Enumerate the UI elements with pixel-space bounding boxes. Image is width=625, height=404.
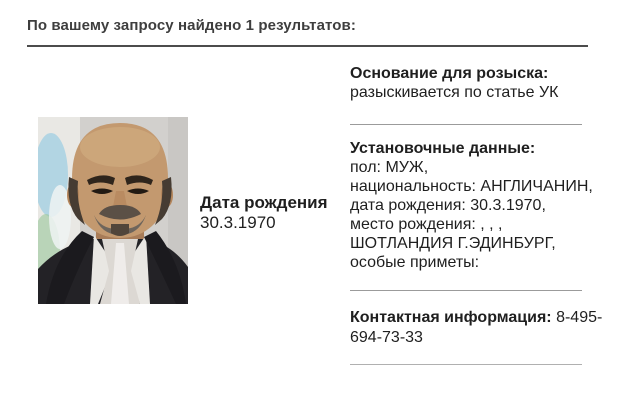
header-divider bbox=[27, 45, 588, 47]
ident-birth-place: место рождения: , , , bbox=[350, 216, 503, 233]
section-divider bbox=[350, 124, 582, 125]
ident-sex: пол: МУЖ, bbox=[350, 159, 429, 176]
dob-block bbox=[200, 193, 328, 233]
identification-label: Установочные данные: bbox=[350, 140, 536, 157]
ident-nationality: национальность: АНГЛИЧАНИН, bbox=[350, 178, 593, 195]
search-basis-section bbox=[350, 64, 592, 102]
wanted-person-photo bbox=[38, 117, 188, 304]
contact-label: Контактная информация: bbox=[350, 309, 552, 326]
ident-special-marks: особые приметы: bbox=[350, 254, 480, 271]
identification-section bbox=[350, 139, 592, 272]
section-divider bbox=[350, 290, 582, 291]
contact-phone-part1: 8-495- bbox=[556, 309, 603, 326]
search-basis-label: Основание для розыска: bbox=[350, 65, 549, 82]
dob-label: Дата рождения bbox=[200, 193, 328, 212]
section-divider bbox=[350, 364, 582, 365]
portrait-image bbox=[38, 117, 188, 304]
contact-phone-part2: 694-73-33 bbox=[350, 329, 423, 346]
results-count-header: По вашему запросу найдено 1 результатов: bbox=[27, 17, 356, 34]
dob-value: 30.3.1970 bbox=[200, 213, 276, 232]
ident-birth-place-2: ШОТЛАНДИЯ Г.ЭДИНБУРГ, bbox=[350, 235, 556, 252]
contact-section bbox=[350, 308, 603, 348]
ident-birth-date: дата рождения: 30.3.1970, bbox=[350, 197, 546, 214]
search-basis-value: разыскивается по статье УК bbox=[350, 84, 559, 101]
